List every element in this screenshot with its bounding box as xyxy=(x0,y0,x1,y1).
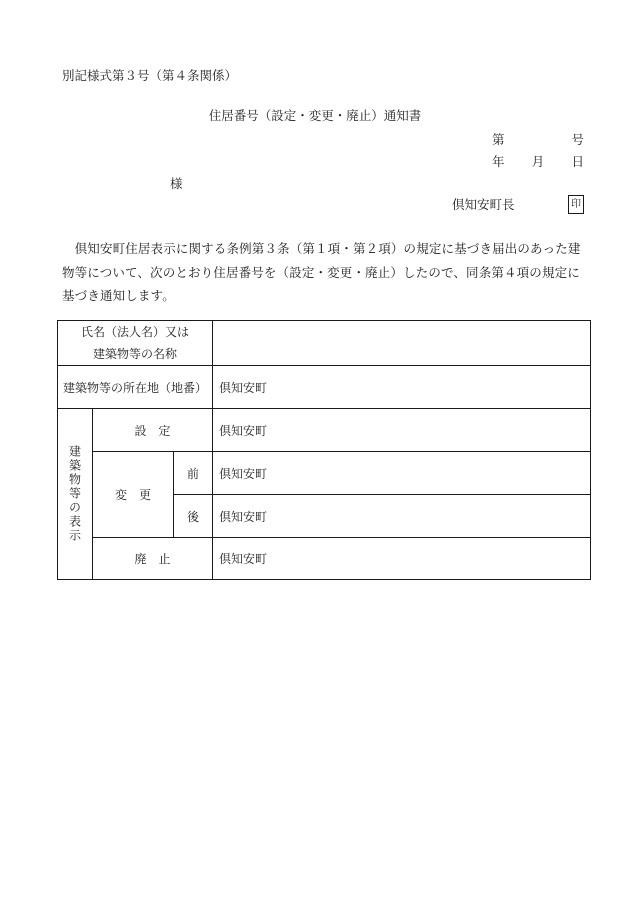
day-label: 日 xyxy=(571,154,584,169)
after-label: 後 xyxy=(174,495,213,538)
change-label: 変 更 xyxy=(93,452,174,538)
form-identifier: 別記様式第３号（第４条関係） xyxy=(62,68,238,83)
issuer-name: 倶知安町長 xyxy=(452,197,515,212)
body-text: 倶知安町住居表示に関する条例第３条（第１項・第２項）の規定に基づき届出のあった建物等について、次のとおり住居番号を（設定・変更・廃止）したので、同条第４項の規定に基づき通知します。 xyxy=(62,241,581,303)
document-number-line xyxy=(492,134,584,147)
date-line xyxy=(492,156,584,169)
document-title: 住居番号（設定・変更・廃止）通知書 xyxy=(208,108,422,123)
name-label-cell xyxy=(58,321,213,366)
abolish-label: 廃 止 xyxy=(93,538,213,580)
body-paragraph xyxy=(62,237,592,308)
month-label: 月 xyxy=(531,154,545,169)
number-prefix: 第 xyxy=(492,132,505,147)
before-label: 前 xyxy=(174,452,213,495)
abolish-value: 倶知安町 xyxy=(213,538,591,580)
setting-label: 設 定 xyxy=(93,409,213,452)
number-suffix: 号 xyxy=(571,132,584,147)
name-value xyxy=(213,321,591,366)
table-row xyxy=(58,366,591,409)
table-row xyxy=(58,409,591,452)
year-label: 年 xyxy=(492,154,505,169)
name-label-line2: 建築物等の名称 xyxy=(93,347,178,361)
addressee-suffix: 様 xyxy=(170,176,183,191)
name-label-line1: 氏名（法人名）又は xyxy=(81,325,190,339)
location-label: 建築物等の所在地（地番） xyxy=(58,366,213,409)
table-row xyxy=(58,538,591,580)
seal-mark: 印 xyxy=(568,195,584,214)
setting-value: 倶知安町 xyxy=(213,409,591,452)
table-row xyxy=(58,452,591,495)
before-value: 倶知安町 xyxy=(213,452,591,495)
location-value: 倶知安町 xyxy=(213,366,591,409)
after-value: 倶知安町 xyxy=(213,495,591,538)
notice-table xyxy=(57,320,591,580)
building-display-label: 建築物等の表示 xyxy=(58,409,93,580)
table-row xyxy=(58,321,591,366)
